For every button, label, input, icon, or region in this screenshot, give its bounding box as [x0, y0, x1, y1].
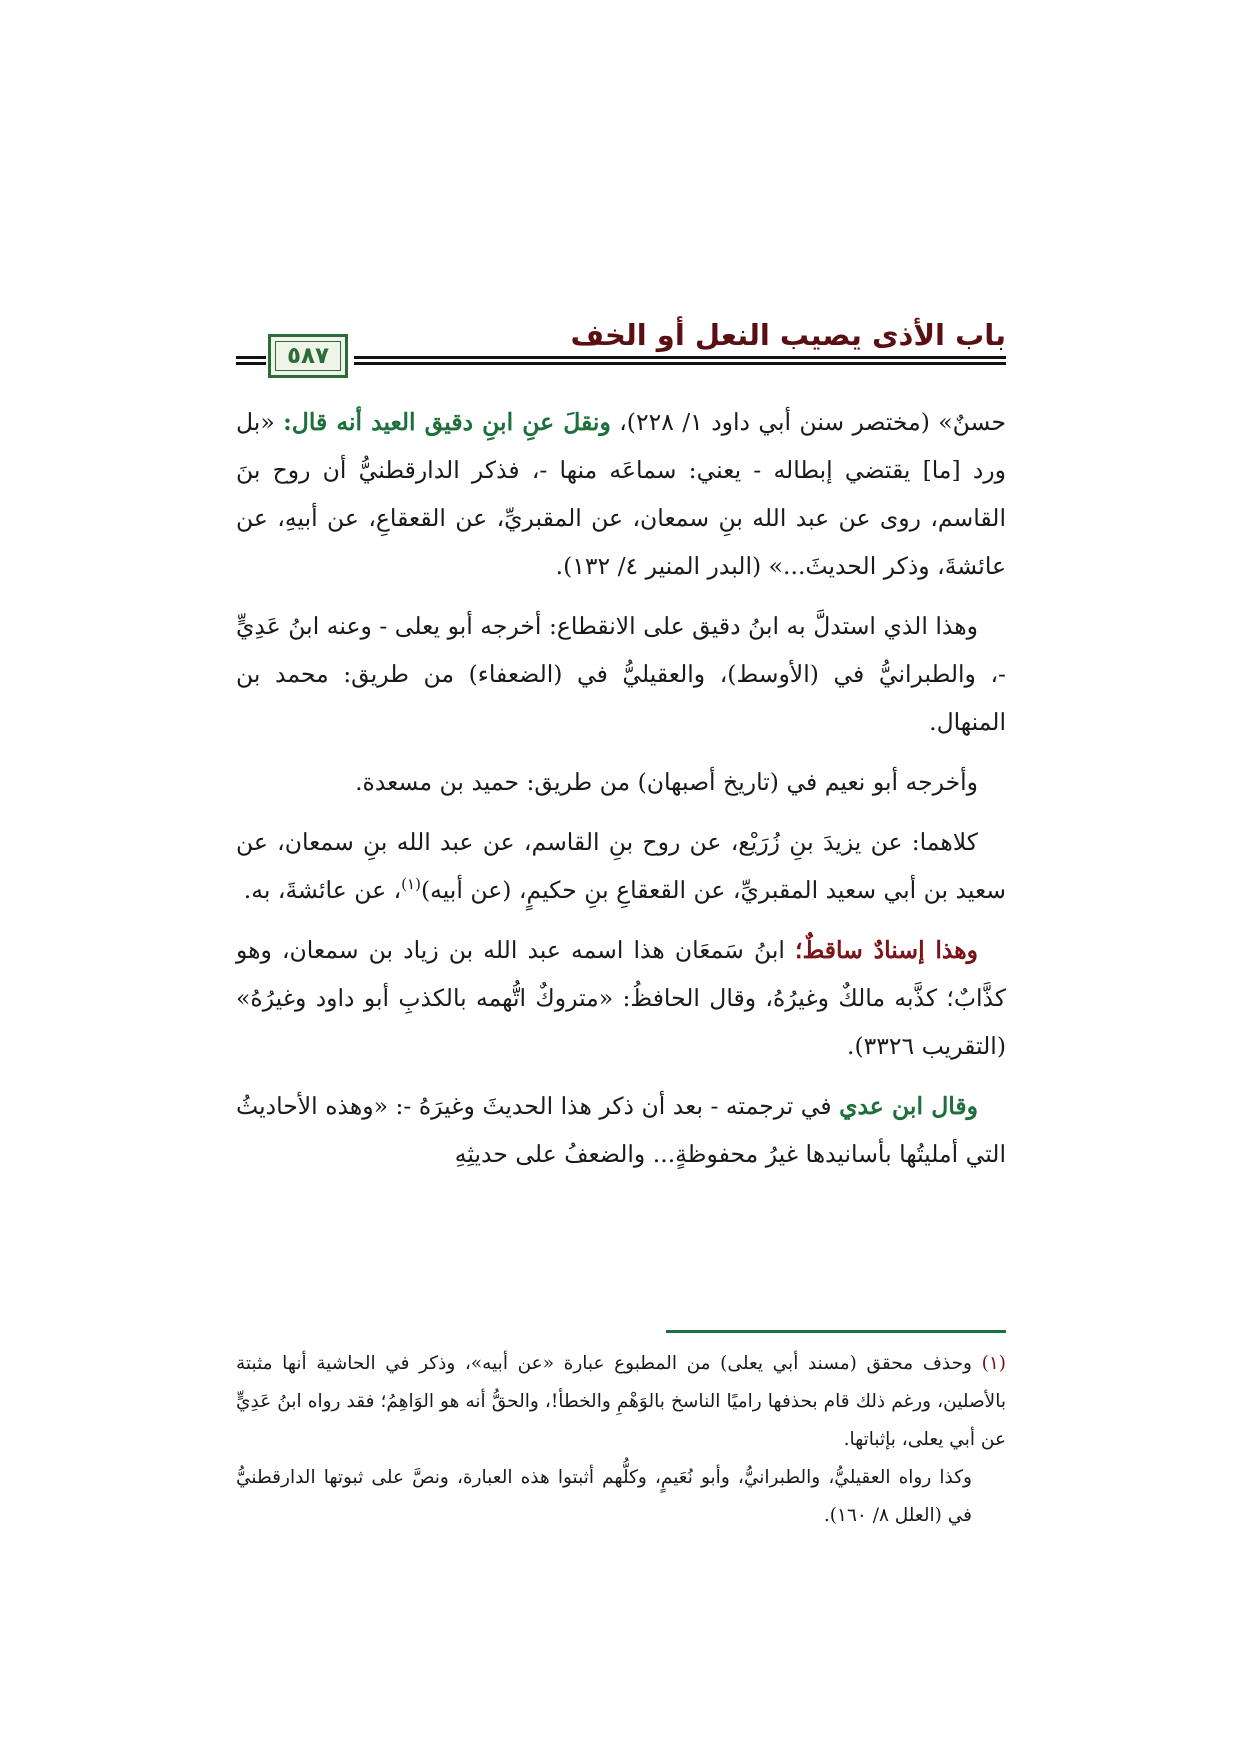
text-run: ونقلَ عنِ ابنِ دقيق العيد أنه قال: [283, 408, 611, 436]
footnote-separator [666, 1330, 1006, 1333]
paragraph [236, 926, 1006, 1070]
chapter-title: باب الأذى يصيب النعل أو الخف [570, 318, 1006, 352]
header-rule [354, 362, 1006, 365]
header-rule [236, 362, 266, 365]
paragraph [236, 758, 1006, 806]
paragraph [236, 818, 1006, 914]
paragraph [236, 602, 1006, 746]
text-run: «بل ورد [ما] يقتضي إبطاله - يعني: سماعَه منها -، فذكر الدارقطنيُّ أن روح بنَ القاسم، روى عن عبد الله بنِ سمعان، عن المقبريِّ، عن القعقاعِ، عن أبيهِ، عن عائشةَ، وذكر الحديثَ...» (البدر المنير ٤/ ١٣٢). [236, 408, 1006, 580]
text-run: ابنُ سَمعَان هذا اسمه عبد الله بن زياد بن سمعان، وهو كذَّابٌ؛ كذَّبه مالكٌ وغيرُهُ، وقال الحافظُ: «متروكٌ اتُّهمه بالكذبِ أبو داود وغيرُهُ» (التقريب ٣٣٢٦). [236, 936, 1006, 1060]
text-run: وأخرجه أبو نعيم في (تاريخ أصبهان) من طريق: حميد بن مسعدة. [355, 768, 978, 796]
footnote [236, 1345, 1006, 1459]
header-rule [236, 356, 266, 359]
footnote [236, 1459, 1006, 1535]
page-number-box [268, 334, 348, 378]
footnote-text: وحذف محقق (مسند أبي يعلى) من المطبوع عبارة «عن أبيه»، وذكر في الحاشية أنها مثبتة بالأصلين، ورغم ذلك قام بحذفها راميًا الناسخ بالوَهْمِ والخطأ!، والحقُّ أنه هو الوَاهِمُ؛ فقد رواه ابنُ عَدِيٍّ عن أبي يعلى، بإثباتها. [236, 1353, 1006, 1450]
footnote-text: وكذا رواه العقيليُّ، والطبرانيُّ، وأبو نُعَيمٍ، وكلُّهم أثبتوا هذه العبارة، ونصَّ على ثبوتها الدارقطنيُّ في (العلل ٨/ ١٦٠). [236, 1467, 972, 1526]
footnote-marker: (١) [981, 1353, 1006, 1374]
text-run: كلاهما: عن يزيدَ بنِ زُرَيْع، عن روح بنِ القاسم، عن عبد الله بنِ سمعان، عن سعيد بن أبي سعيد المقبريِّ، عن القعقاعِ بنِ حكيمٍ، (عن أبيه) [236, 828, 1006, 904]
paragraph [236, 398, 1006, 590]
text-run: وهذا الذي استدلَّ به ابنُ دقيق على الانقطاع: أخرجه أبو يعلى - وعنه ابنُ عَدِيٍّ -، والطبرانيُّ في (الأوسط)، والعقيليُّ في (الضعفاء) من طريق: محمد بن المنهال. [236, 612, 1006, 736]
header-rule [354, 356, 1006, 359]
text-run: في ترجمته - بعد أن ذكر هذا الحديثَ وغيرَهُ -: «وهذه الأحاديثُ التي أمليتُها بأسانيدها غيرُ محفوظةٍ... والضعفُ على حديثِهِ [236, 1092, 1006, 1168]
footnote-ref: (١) [401, 875, 421, 894]
text-run: حسنٌ» (مختصر سنن أبي داود ١/ ٢٢٨)، [610, 408, 1007, 436]
paragraph [236, 1082, 1006, 1178]
main-text [236, 398, 1006, 1190]
footnotes [236, 1345, 1006, 1535]
text-run: ، عن عائشةَ، به. [243, 876, 402, 904]
page-number: ٥٨٧ [286, 343, 330, 369]
text-run: وهذا إسنادٌ ساقطٌ؛ [795, 936, 978, 964]
running-header [236, 318, 1006, 378]
text-run: وقال ابن عدي [839, 1092, 979, 1120]
